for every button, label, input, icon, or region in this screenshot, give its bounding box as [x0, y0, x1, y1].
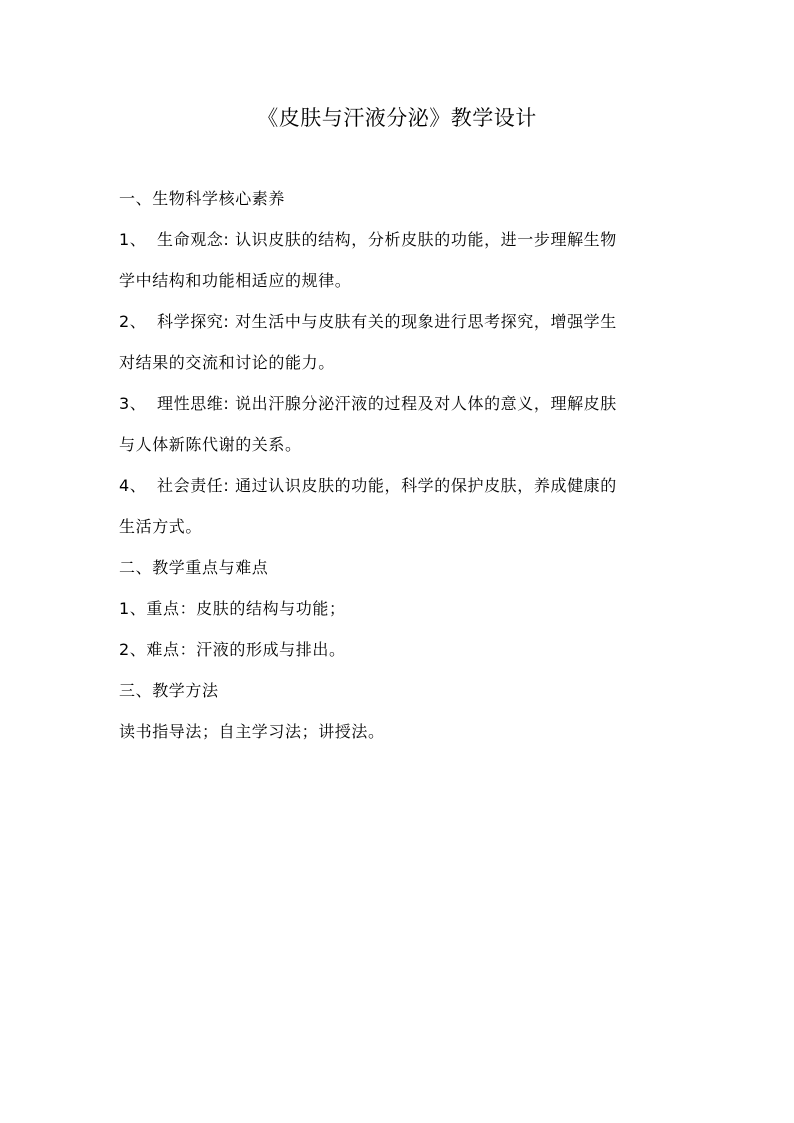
list-item-line — [119, 393, 679, 434]
section-heading-key-points: 二、教学重点与难点 — [119, 558, 269, 577]
list-item-continuation: 对结果的交流和讨论的能力。 — [119, 353, 335, 372]
list-item-line — [119, 311, 679, 352]
list-item-continuation: 学中结构和功能相适应的规律。 — [119, 271, 352, 290]
list-item-continuation: 生活方式。 — [119, 517, 203, 536]
teaching-methods-text: 读书指导法；自主学习法；讲授法。 — [119, 722, 385, 741]
list-item-text: 社会责任: 通过认识皮肤的功能，科学的保护皮肤，养成健康的 — [157, 476, 617, 495]
list-item-line — [119, 475, 679, 516]
list-item-key-point: 1、重点：皮肤的结构与功能； — [119, 599, 346, 618]
document-title: 《皮肤与汗液分泌》教学设计 — [257, 106, 537, 130]
list-number: 4、 — [119, 476, 147, 495]
list-number: 2、 — [119, 312, 147, 331]
document-body — [119, 188, 679, 762]
list-item-text: 理性思维: 说出汗腺分泌汗液的过程及对人体的意义，理解皮肤 — [157, 394, 617, 413]
list-number: 3、 — [119, 394, 147, 413]
list-item-continuation: 与人体新陈代谢的关系。 — [119, 435, 302, 454]
section-heading-teaching-methods: 三、教学方法 — [119, 681, 219, 700]
list-item-text: 科学探究: 对生活中与皮肤有关的现象进行思考探究，增强学生 — [157, 312, 617, 331]
section-heading-core-literacy: 一、生物科学核心素养 — [119, 189, 286, 208]
list-number: 1、 — [119, 230, 147, 249]
list-item-line — [119, 229, 679, 270]
list-item-difficulty: 2、难点：汗液的形成与排出。 — [119, 640, 346, 659]
list-item-text: 生命观念: 认识皮肤的结构，分析皮肤的功能，进一步理解生物 — [157, 230, 617, 249]
